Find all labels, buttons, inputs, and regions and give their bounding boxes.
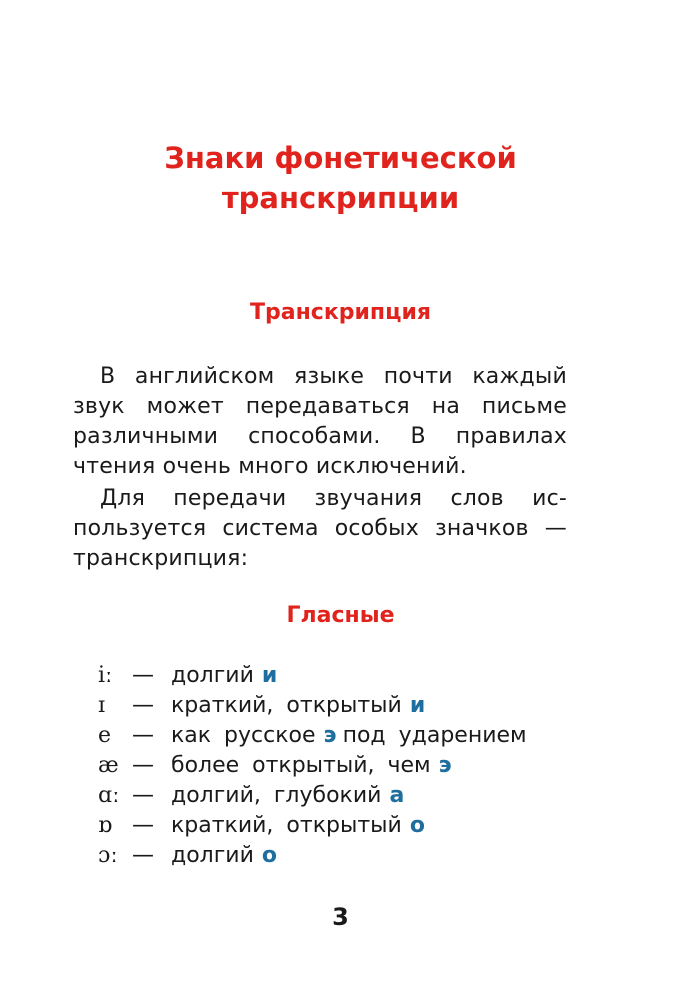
dash: —	[132, 753, 154, 778]
phonetic-symbol: ɒ	[98, 813, 113, 838]
paragraph-line: чтения очень много исключений.	[73, 454, 467, 479]
vowel-row	[98, 751, 578, 781]
vowel-row	[98, 691, 578, 721]
page-title-line-2: транскрипции	[221, 181, 460, 215]
paragraph-line: Для передачи звучания слов ис-	[100, 486, 567, 511]
phonetic-symbol: ɪ	[98, 693, 106, 718]
paragraph-line: В английском языке почти каждый	[100, 364, 567, 389]
page-title-line-1: Знаки фонетической	[164, 141, 517, 175]
vowel-description	[171, 721, 527, 751]
phonetic-symbol: e	[98, 723, 112, 748]
vowel-row	[98, 661, 578, 691]
vowel-row	[98, 721, 578, 751]
phonetic-symbol: æ	[98, 753, 119, 778]
vowel-text: как русское	[171, 723, 316, 748]
dash: —	[132, 813, 154, 838]
vowel-text: краткий, открытый	[171, 813, 402, 838]
phonetic-symbol: ɔː	[98, 843, 118, 868]
vowel-description	[171, 781, 404, 811]
vowel-row	[98, 841, 578, 871]
russian-letter: а	[389, 783, 405, 808]
vowel-description	[171, 811, 425, 841]
vowel-text: долгий, глубокий	[171, 783, 382, 808]
paragraph-line: пользуется система особых значков —	[73, 516, 567, 541]
vowel-row	[98, 781, 578, 811]
vowel-description	[171, 751, 452, 781]
russian-letter: и	[261, 663, 278, 688]
paragraph-line: различными способами. В правилах	[73, 424, 567, 449]
vowel-text: краткий, открытый	[171, 693, 402, 718]
paragraph-2	[73, 484, 567, 574]
vowel-text: долгий	[171, 663, 254, 688]
paragraph-1	[73, 362, 567, 482]
russian-letter: э	[323, 723, 337, 748]
vowel-text: долгий	[171, 843, 254, 868]
dash: —	[132, 783, 154, 808]
dash: —	[132, 843, 154, 868]
vowel-list	[98, 661, 578, 871]
vowel-description	[171, 661, 277, 691]
russian-letter: о	[409, 813, 425, 838]
russian-letter: э	[438, 753, 452, 778]
page-title	[0, 138, 681, 218]
vowel-description	[171, 691, 425, 721]
section-heading-transcription: Транскрипция	[250, 300, 431, 325]
vowel-text-after: под ударением	[342, 723, 527, 748]
dash: —	[132, 663, 154, 688]
phonetic-symbol: iː	[98, 663, 113, 688]
phonetic-symbol: ɑː	[98, 783, 120, 808]
russian-letter: о	[261, 843, 278, 868]
section-heading-vowels: Гласные	[286, 603, 395, 628]
vowel-row	[98, 811, 578, 841]
dash: —	[132, 693, 154, 718]
page-number: 3	[332, 903, 349, 931]
dash: —	[132, 723, 154, 748]
vowel-description	[171, 841, 277, 871]
russian-letter: и	[409, 693, 426, 718]
vowel-text: более открытый, чем	[171, 753, 431, 778]
paragraph-line: звук может передаваться на письме	[73, 394, 567, 419]
paragraph-line: транскрипция:	[73, 546, 249, 571]
